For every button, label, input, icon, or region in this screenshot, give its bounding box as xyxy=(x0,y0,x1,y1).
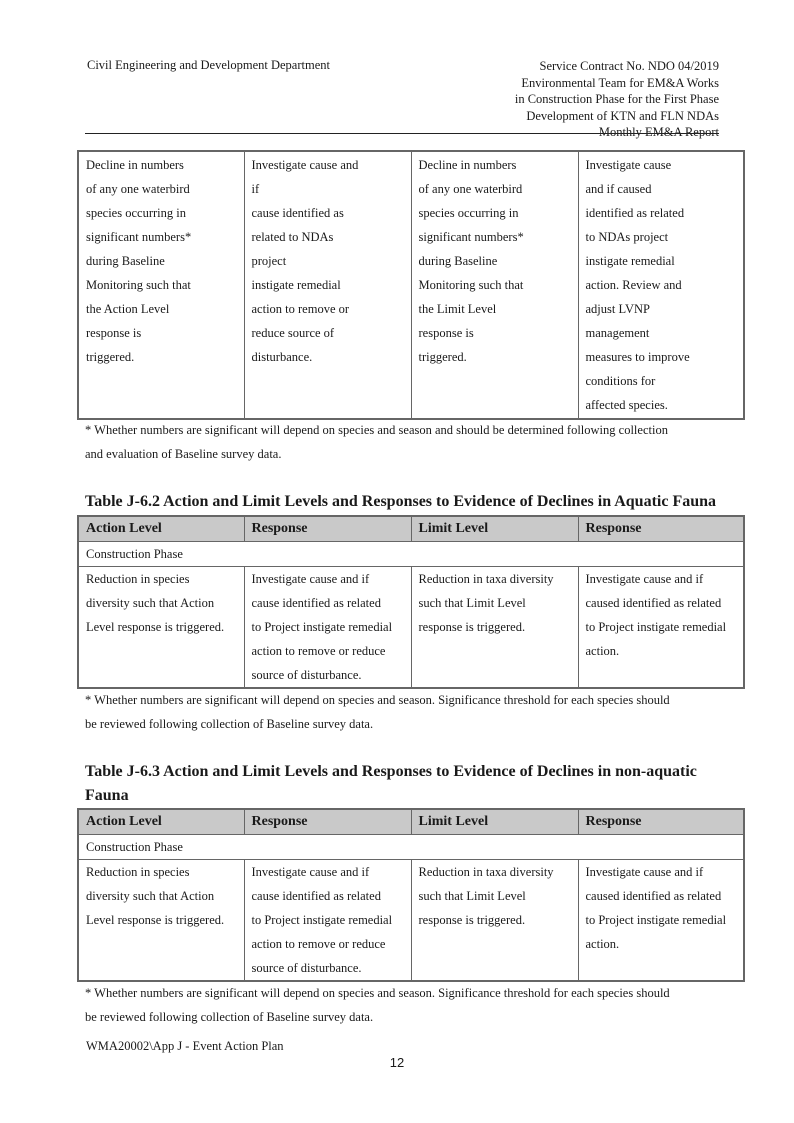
cell-text: to Project instigate remedial xyxy=(251,913,393,927)
cell-text: Monitoring such that xyxy=(86,278,191,292)
footnote-line: * Whether numbers are significant will depend on species and season and should be determined following collection xyxy=(85,423,668,437)
cell-text: caused identified as related xyxy=(585,889,722,903)
column-header: Limit Level xyxy=(411,809,578,835)
cell-text: Level response is triggered. xyxy=(86,620,225,634)
action-level-cell xyxy=(78,151,244,419)
cell-text: action to remove or xyxy=(251,302,350,316)
cell-text: to Project instigate remedial xyxy=(585,620,727,634)
response-cell xyxy=(244,151,411,419)
action-level-cell xyxy=(78,567,244,689)
cell-text: Investigate cause and if xyxy=(251,865,370,879)
footnote-line: * Whether numbers are significant will depend on species and season. Significance threshold for each species should xyxy=(85,986,670,1000)
cell-text: and if caused xyxy=(585,182,652,196)
cell-text: cause identified as related xyxy=(251,596,381,610)
cell-text: Monitoring such that xyxy=(418,278,524,292)
cell-text: species occurring in xyxy=(418,206,519,220)
cell-text: Investigate cause and if xyxy=(585,865,704,879)
cell-text: reduce source of xyxy=(251,326,335,340)
footer-doc-ref: WMA20002\App J - Event Action Plan xyxy=(86,1039,284,1053)
cell-text: of any one waterbird xyxy=(418,182,523,196)
footnote-line: and evaluation of Baseline survey data. xyxy=(85,447,282,461)
header-line: Environmental Team for EM&A Works xyxy=(521,75,719,90)
cell-text: action to remove or reduce xyxy=(251,644,386,658)
cell-text: adjust LVNP xyxy=(585,302,650,316)
phase-row xyxy=(78,835,744,860)
cell-text: caused identified as related xyxy=(585,596,722,610)
cell-text: response is triggered. xyxy=(418,913,526,927)
header-line: Monthly EM&A Report xyxy=(598,125,719,139)
cell-text: species occurring in xyxy=(86,206,186,220)
limit-level-cell xyxy=(411,151,578,419)
cell-text: management xyxy=(585,326,650,340)
table1-footnote xyxy=(85,418,668,466)
column-header: Action Level xyxy=(78,516,244,542)
cell-text: action. Review and xyxy=(585,278,682,292)
cell-text: instigate remedial xyxy=(251,278,341,292)
table-row xyxy=(78,567,744,689)
limit-level-cell xyxy=(411,567,578,689)
header-divider xyxy=(85,133,719,134)
cell-text: Decline in numbers xyxy=(86,158,184,172)
table2-footnote xyxy=(85,688,670,736)
waterbird-decline-table xyxy=(77,150,745,420)
phase-row xyxy=(78,542,744,567)
cell-text: response is triggered. xyxy=(418,620,526,634)
header-line: in Construction Phase for the First Phase xyxy=(514,92,719,106)
cell-text: during Baseline xyxy=(86,254,165,268)
header-line: Service Contract No. NDO 04/2019 xyxy=(539,59,719,73)
cell-text: the Action Level xyxy=(86,302,170,316)
cell-text: Reduction in species xyxy=(86,572,190,586)
cell-text: action to remove or reduce xyxy=(251,937,386,951)
table3-title xyxy=(85,760,697,808)
cell-text: related to NDAs xyxy=(251,230,334,244)
cell-text: affected species. xyxy=(585,398,668,412)
phase-label: Construction Phase xyxy=(78,542,744,567)
response-cell xyxy=(244,567,411,689)
column-header: Action Level xyxy=(78,809,244,835)
cell-text: response is xyxy=(86,326,142,340)
cell-text: such that Limit Level xyxy=(418,596,526,610)
non-aquatic-fauna-table xyxy=(77,808,745,982)
cell-text: Reduction in taxa diversity xyxy=(418,865,554,879)
response-cell xyxy=(578,567,744,689)
cell-text: disturbance. xyxy=(251,350,313,364)
footnote-line: be reviewed following collection of Baseline survey data. xyxy=(85,717,374,731)
cell-text: action. xyxy=(585,644,620,658)
cell-text: instigate remedial xyxy=(585,254,675,268)
cell-text: Reduction in species xyxy=(86,865,190,879)
header-department: Civil Engineering and Development Department xyxy=(87,58,330,72)
page-number: 12 xyxy=(389,1055,405,1070)
cell-text: Level response is triggered. xyxy=(86,913,225,927)
footnote-line: be reviewed following collection of Baseline survey data. xyxy=(85,1010,374,1024)
phase-label: Construction Phase xyxy=(78,835,744,860)
cell-text: the Limit Level xyxy=(418,302,497,316)
cell-text: of any one waterbird xyxy=(86,182,190,196)
cell-text: to NDAs project xyxy=(585,230,669,244)
table3-footnote xyxy=(85,981,670,1029)
cell-text: significant numbers* xyxy=(86,230,192,244)
column-header: Response xyxy=(244,809,411,835)
cell-text: if xyxy=(251,182,260,196)
cell-text: measures to improve xyxy=(585,350,690,364)
cell-text: triggered. xyxy=(86,350,135,364)
cell-text: Investigate cause and xyxy=(251,158,359,172)
header-contract-info xyxy=(515,58,719,141)
cell-text: response is xyxy=(418,326,474,340)
table2-title: Table J-6.2 Action and Limit Levels and Responses to Evidence of Declines in Aquatic Fauna xyxy=(85,493,717,510)
cell-text: to Project instigate remedial xyxy=(585,913,727,927)
header-line: Development of KTN and FLN NDAs xyxy=(526,108,719,123)
response-cell xyxy=(578,151,744,419)
title-line: Fauna xyxy=(85,787,129,804)
cell-text: action. xyxy=(585,937,620,951)
cell-text: during Baseline xyxy=(418,254,498,268)
footnote-line: * Whether numbers are significant will depend on species and season. Significance threshold for each species should xyxy=(85,693,670,707)
cell-text: to Project instigate remedial xyxy=(251,620,393,634)
column-header: Response xyxy=(578,809,744,835)
cell-text: Investigate cause xyxy=(585,158,672,172)
cell-text: Investigate cause and if xyxy=(585,572,704,586)
cell-text: cause identified as xyxy=(251,206,344,220)
table-header-row xyxy=(78,516,744,542)
cell-text: project xyxy=(251,254,287,268)
column-header: Response xyxy=(244,516,411,542)
cell-text: significant numbers* xyxy=(418,230,524,244)
cell-text: identified as related xyxy=(585,206,685,220)
table-row xyxy=(78,151,744,419)
aquatic-fauna-table xyxy=(77,515,745,689)
column-header: Limit Level xyxy=(411,516,578,542)
cell-text: Decline in numbers xyxy=(418,158,517,172)
cell-text: source of disturbance. xyxy=(251,668,362,682)
title-line: Table J-6.3 Action and Limit Levels and Responses to Evidence of Declines in non-aquatic xyxy=(85,763,697,780)
cell-text: cause identified as related xyxy=(251,889,381,903)
cell-text: diversity such that Action xyxy=(86,889,215,903)
cell-text: such that Limit Level xyxy=(418,889,526,903)
cell-text: Reduction in taxa diversity xyxy=(418,572,554,586)
cell-text: source of disturbance. xyxy=(251,961,362,975)
table-row xyxy=(78,860,744,982)
response-cell xyxy=(244,860,411,982)
action-level-cell xyxy=(78,860,244,982)
limit-level-cell xyxy=(411,860,578,982)
cell-text: conditions for xyxy=(585,374,656,388)
cell-text: triggered. xyxy=(418,350,467,364)
cell-text: Investigate cause and if xyxy=(251,572,370,586)
response-cell xyxy=(578,860,744,982)
column-header: Response xyxy=(578,516,744,542)
table-header-row xyxy=(78,809,744,835)
cell-text: diversity such that Action xyxy=(86,596,215,610)
